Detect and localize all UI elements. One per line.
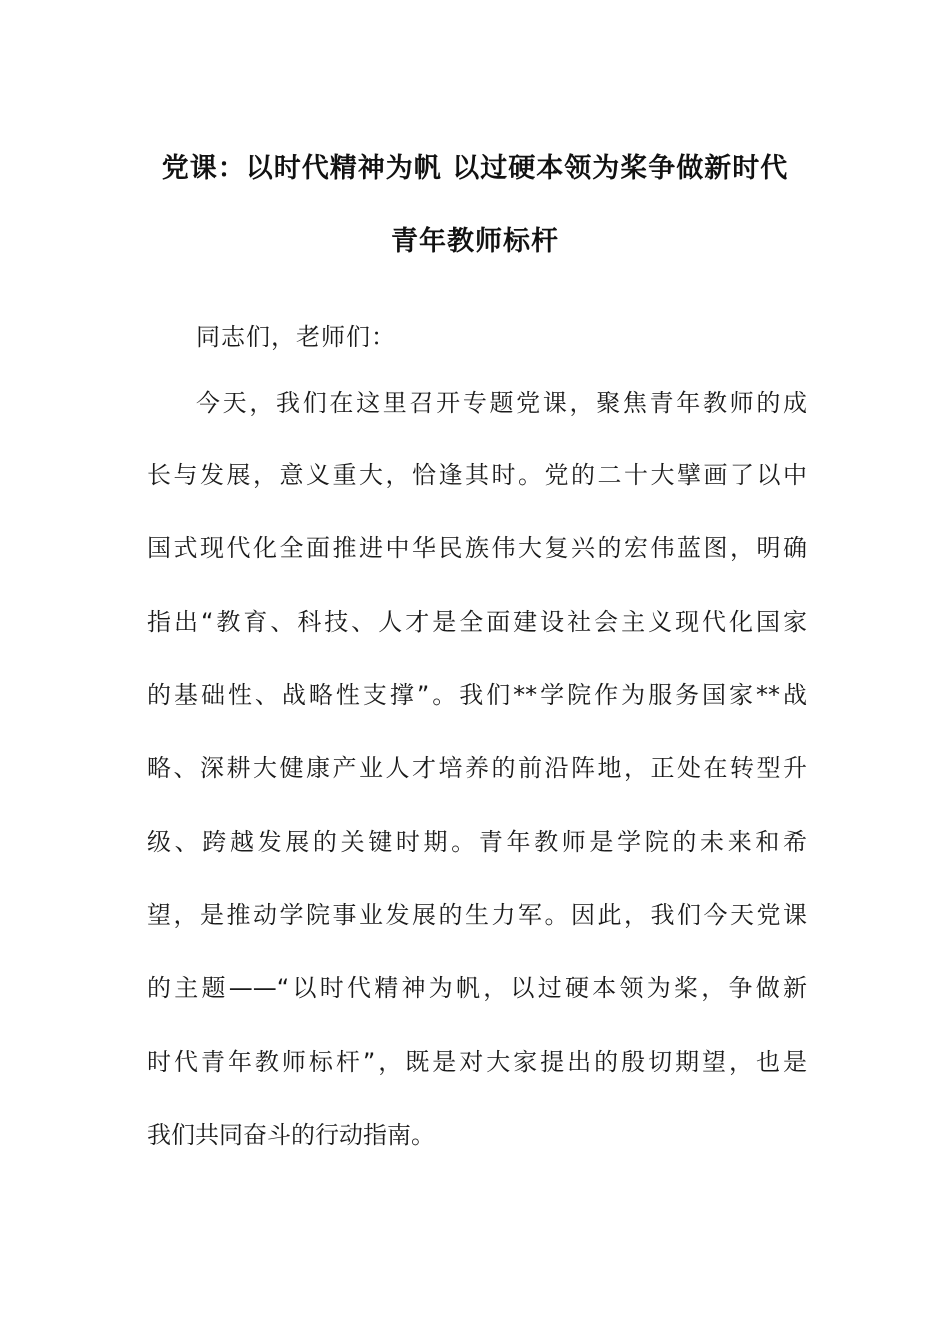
paragraph-line: 级、跨越发展的关键时期。青年教师是学院的未来和希 <box>147 828 807 856</box>
paragraph-line: 我们共同奋斗的行动指南。 <box>147 1121 435 1149</box>
paragraph-line: 国式现代化全面推进中华民族伟大复兴的宏伟蓝图，明确 <box>147 534 807 562</box>
document-title-line-2: 青年教师标杆 <box>391 226 559 257</box>
paragraph-line: 略、深耕大健康产业人才培养的前沿阵地，正处在转型升 <box>147 754 807 782</box>
paragraph-line: 的基础性、战略性支撑”。我们**学院作为服务国家**战 <box>147 681 807 709</box>
salutation: 同志们，老师们： <box>196 323 396 351</box>
paragraph-line: 指出“教育、科技、人才是全面建设社会主义现代化国家 <box>147 608 807 636</box>
document-title-line-1: 党课：以时代精神为帆 以过硬本领为桨争做新时代 <box>161 153 789 184</box>
paragraph-line: 长与发展，意义重大，恰逢其时。党的二十大擘画了以中 <box>147 461 807 489</box>
paragraph-line: 的主题——“以时代精神为帆，以过硬本领为桨，争做新 <box>147 974 807 1002</box>
paragraph-line: 时代青年教师标杆”，既是对大家提出的殷切期望，也是 <box>147 1048 807 1076</box>
paragraph-line: 望，是推动学院事业发展的生力军。因此，我们今天党课 <box>147 901 807 929</box>
paragraph-line: 今天，我们在这里召开专题党课，聚焦青年教师的成 <box>196 389 807 417</box>
